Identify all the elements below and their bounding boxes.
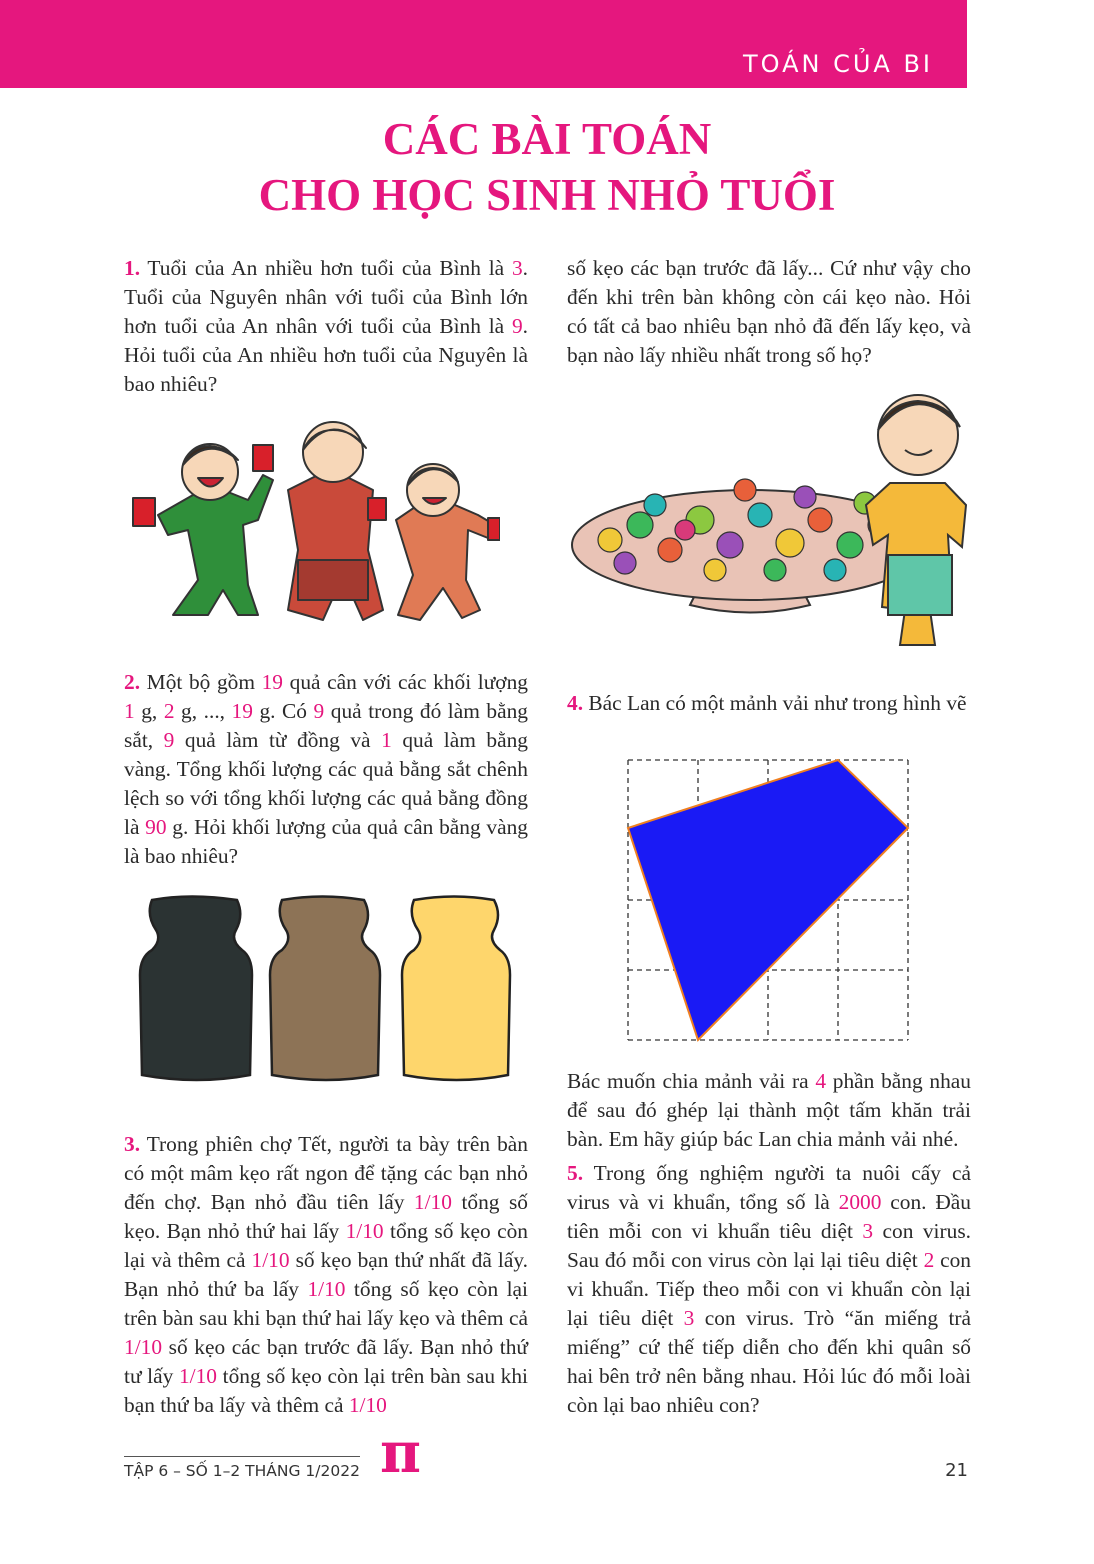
iron-weight (140, 897, 252, 1081)
children-illustration (128, 410, 500, 632)
problem-3-continued: số kẹo các bạn trước đã lấy... Cứ như vậy cho đến khi trên bàn không còn cái kẹo nào. Hỏi có tất cả bao nhiêu bạn nhỏ đã đến lấy kẹo, và bạn nào lấy nhiều nhất trong số họ? (567, 256, 971, 367)
problem-number: 5. (567, 1161, 584, 1185)
problem-number: 2. (124, 670, 141, 694)
fabric-figure (626, 758, 910, 1042)
problem-number: 3. (124, 1132, 141, 1156)
weights-illustration (132, 895, 522, 1087)
problem-5: 5. Trong ống nghiệm người ta nuôi cấy cả virus và vi khuẩn, tổng số là 2000 con. Đầu tiên mỗi con vi khuẩn tiêu diệt 3 con virus. Sau đó mỗi con virus còn lại lại tiêu diệt 2 con vi khuẩn. Tiếp theo mỗi con vi khuẩn còn lại lại tiêu diệt 3 con virus. Trò “ăn miếng trả miếng” cứ thế tiếp diễn cho đến khi quân số hai bên trở nên bằng nhau. Hỏi lúc đó mỗi loài còn lại bao nhiêu con? (567, 1161, 972, 1417)
section-label: TOÁN CỦA BI (742, 50, 933, 78)
problem-number: 1. (124, 256, 141, 280)
copper-weight (270, 897, 380, 1081)
page-number: 21 (945, 1460, 968, 1481)
page-title-line-2: CHO HỌC SINH NHỎ TUỔI (258, 170, 836, 220)
problem-1: 1. Tuổi của An nhiều hơn tuổi của Bình là 3. Tuổi của Nguyên nhân với tuổi của Bình lớn hơn tuổi của An nhân với tuổi của Bình là 9. Hỏi tuổi của An nhiều hơn tuổi của Nguyên là bao nhiêu? (124, 256, 528, 396)
page-title-line-1: CÁC BÀI TOÁN (382, 114, 712, 164)
candy-illustration (570, 385, 970, 655)
issue-label: TẬP 6 – SỐ 1–2 THÁNG 1/2022 (124, 1462, 360, 1480)
header-banner (0, 0, 967, 88)
problem-4: 4. Bác Lan có một mảnh vải như trong hình vẽ (567, 691, 967, 715)
pi-logo: π (380, 1420, 421, 1486)
boy (866, 395, 966, 645)
problem-2: 2. Một bộ gồm 19 quả cân với các khối lượng 1 g, 2 g, ..., 19 g. Có 9 quả trong đó làm bằng sắt, 9 quả làm từ đồng và 1 quả làm bằng vàng. Tổng khối lượng các quả bằng sắt chênh lệch so với tổng khối lượng các quả bằng đồng là 90 g. Hỏi khối lượng của quả cân bằng vàng là bao nhiêu? (124, 670, 528, 868)
problem-number: 4. (567, 691, 584, 715)
footer-rule (124, 1456, 360, 1457)
problem-4-question: Bác muốn chia mảnh vải ra 4 phần bằng nhau để sau đó ghép lại thành một tấm khăn trải bàn. Em hãy giúp bác Lan chia mảnh vải nhé. (567, 1069, 971, 1151)
gold-weight (402, 897, 510, 1081)
problem-3: 3. Trong phiên chợ Tết, người ta bày trên bàn có một mâm kẹo rất ngon để tặng các bạn nhỏ đến chợ. Bạn nhỏ đầu tiên lấy 1/10 tổng số kẹo. Bạn nhỏ thứ hai lấy 1/10 tổng số kẹo còn lại và thêm cả 1/10 số kẹo bạn thứ nhất đã lấy. Bạn nhỏ thứ ba lấy 1/10 tổng số kẹo còn lại trên bàn sau khi bạn thứ hai lấy kẹo và thêm cả 1/10 số kẹo các bạn trước đã lấy. Bạn nhỏ thứ tư lấy 1/10 tổng số kẹo còn lại trên bàn sau khi bạn thứ ba lấy và thêm cả 1/10 (124, 1132, 528, 1417)
